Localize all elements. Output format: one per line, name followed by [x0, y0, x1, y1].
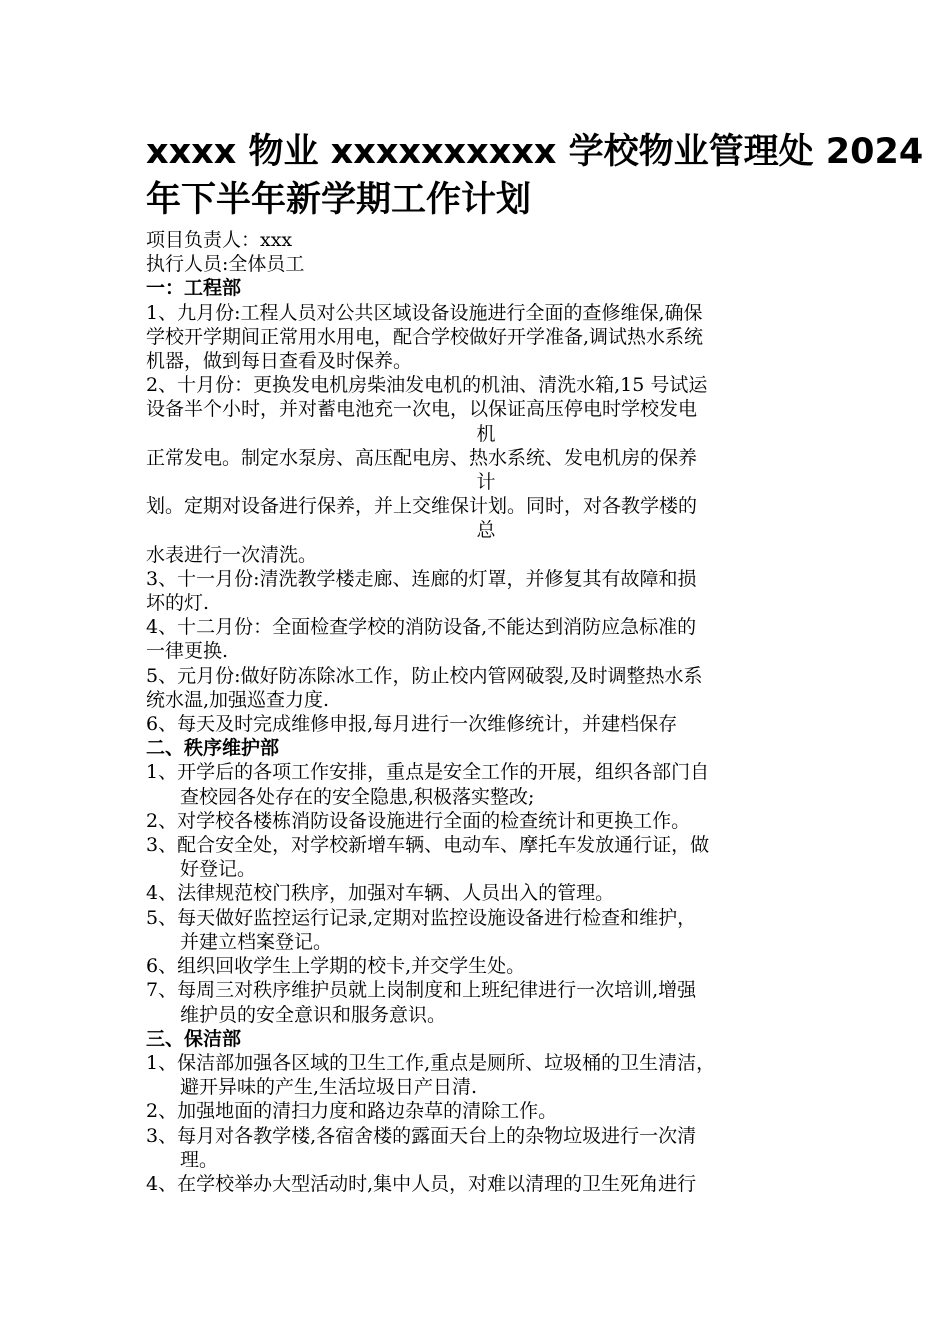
list-item-continuation: 并建立档案登记。: [180, 930, 333, 953]
title-line-2: 年下半年新学期工作计划: [146, 180, 532, 220]
section-heading-engineering: 一：工程部: [146, 277, 242, 300]
list-item: 4、在学校举办大型活动时,集中人员，对难以清理的卫生死角进行: [146, 1172, 697, 1195]
document-title: [146, 128, 924, 224]
paragraph-line: 3、十一月份:清洗教学楼走廊、连廊的灯罩，并修复其有故障和损: [146, 567, 697, 590]
list-item-continuation: 理。: [180, 1148, 219, 1171]
section-heading-cleaning: 三、保洁部: [146, 1027, 242, 1050]
paragraph-line: 机器，做到每日查看及时保养。: [146, 350, 413, 373]
paragraph-line: 一律更换.: [146, 640, 229, 663]
list-item-continuation: 避开异味的产生,生活垃圾日产日清.: [180, 1076, 478, 1099]
list-item: 5、每天做好监控运行记录,定期对监控设施设备进行检查和维护，: [146, 906, 697, 929]
paragraph-line: 4、十二月份：全面检查学校的消防设备,不能达到消防应急标准的: [146, 616, 697, 639]
title-line-1: xxxx 物业 xxxxxxxxxx 学校物业管理处 2024: [146, 132, 924, 172]
list-item: 7、每周三对秩序维护员就上岗制度和上班纪律进行一次培训,增强: [146, 979, 697, 1002]
paragraph-line: 6、每天及时完成维修申报,每月进行一次维修统计，并建档保存: [146, 713, 678, 736]
list-item: 1、开学后的各项工作安排，重点是安全工作的开展，组织各部门自: [146, 761, 710, 784]
section-heading-order: 二、秩序维护部: [146, 737, 280, 760]
list-item: 3、配合安全处，对学校新增车辆、电动车、摩托车发放通行证，做: [146, 834, 710, 857]
list-item-continuation: 维护员的安全意识和服务意识。: [180, 1003, 447, 1026]
paragraph-line: 划。定期对设备进行保养，并上交维保计划。同时，对各教学楼的: [146, 495, 698, 518]
executors: 执行人员:全体员工: [146, 253, 305, 276]
list-item: 4、法律规范校门秩序，加强对车辆、人员出入的管理。: [146, 882, 615, 905]
list-item-continuation: 好登记。: [180, 858, 257, 881]
paragraph-line: 计: [476, 471, 496, 494]
paragraph-line: 1、九月份:工程人员对公共区域设备设施进行全面的查修维保,确保: [146, 301, 703, 324]
paragraph-line: 统水温,加强巡查力度.: [146, 688, 330, 711]
paragraph-line: 坏的灯.: [146, 592, 210, 615]
project-lead: 项目负责人：xxx: [146, 229, 293, 251]
paragraph-line: 总: [476, 519, 496, 542]
paragraph-line: 机: [476, 422, 496, 445]
list-item: 2、加强地面的清扫力度和路边杂草的清除工作。: [146, 1100, 558, 1123]
paragraph-line: 设备半个小时，并对蓄电池充一次电，以保证高压停电时学校发电: [146, 398, 698, 421]
list-item: 2、对学校各楼栋消防设备设施进行全面的检查统计和更换工作。: [146, 809, 691, 832]
paragraph-line: 学校开学期间正常用水用电，配合学校做好开学准备,调试热水系统: [146, 325, 704, 348]
list-item-continuation: 查校园各处存在的安全隐患,积极落实整改;: [180, 785, 535, 808]
paragraph-line: 5、元月份:做好防冻除冰工作，防止校内管网破裂,及时调整热水系: [146, 664, 703, 687]
document-body: [146, 228, 826, 1196]
paragraph-line: 水表进行一次清洗。: [146, 543, 318, 566]
list-item: 6、组织回收学生上学期的校卡,并交学生处。: [146, 955, 526, 978]
list-item: 3、每月对各教学楼,各宿舍楼的露面天台上的杂物垃圾进行一次清: [146, 1124, 697, 1147]
paragraph-line: 2、十月份：更换发电机房柴油发电机的机油、清洗水箱,15 号试运: [146, 374, 708, 397]
paragraph-line: 正常发电。制定水泵房、高压配电房、热水系统、发电机房的保养: [146, 446, 698, 469]
list-item: 1、保洁部加强各区域的卫生工作,重点是厕所、垃圾桶的卫生清洁，: [146, 1051, 716, 1074]
